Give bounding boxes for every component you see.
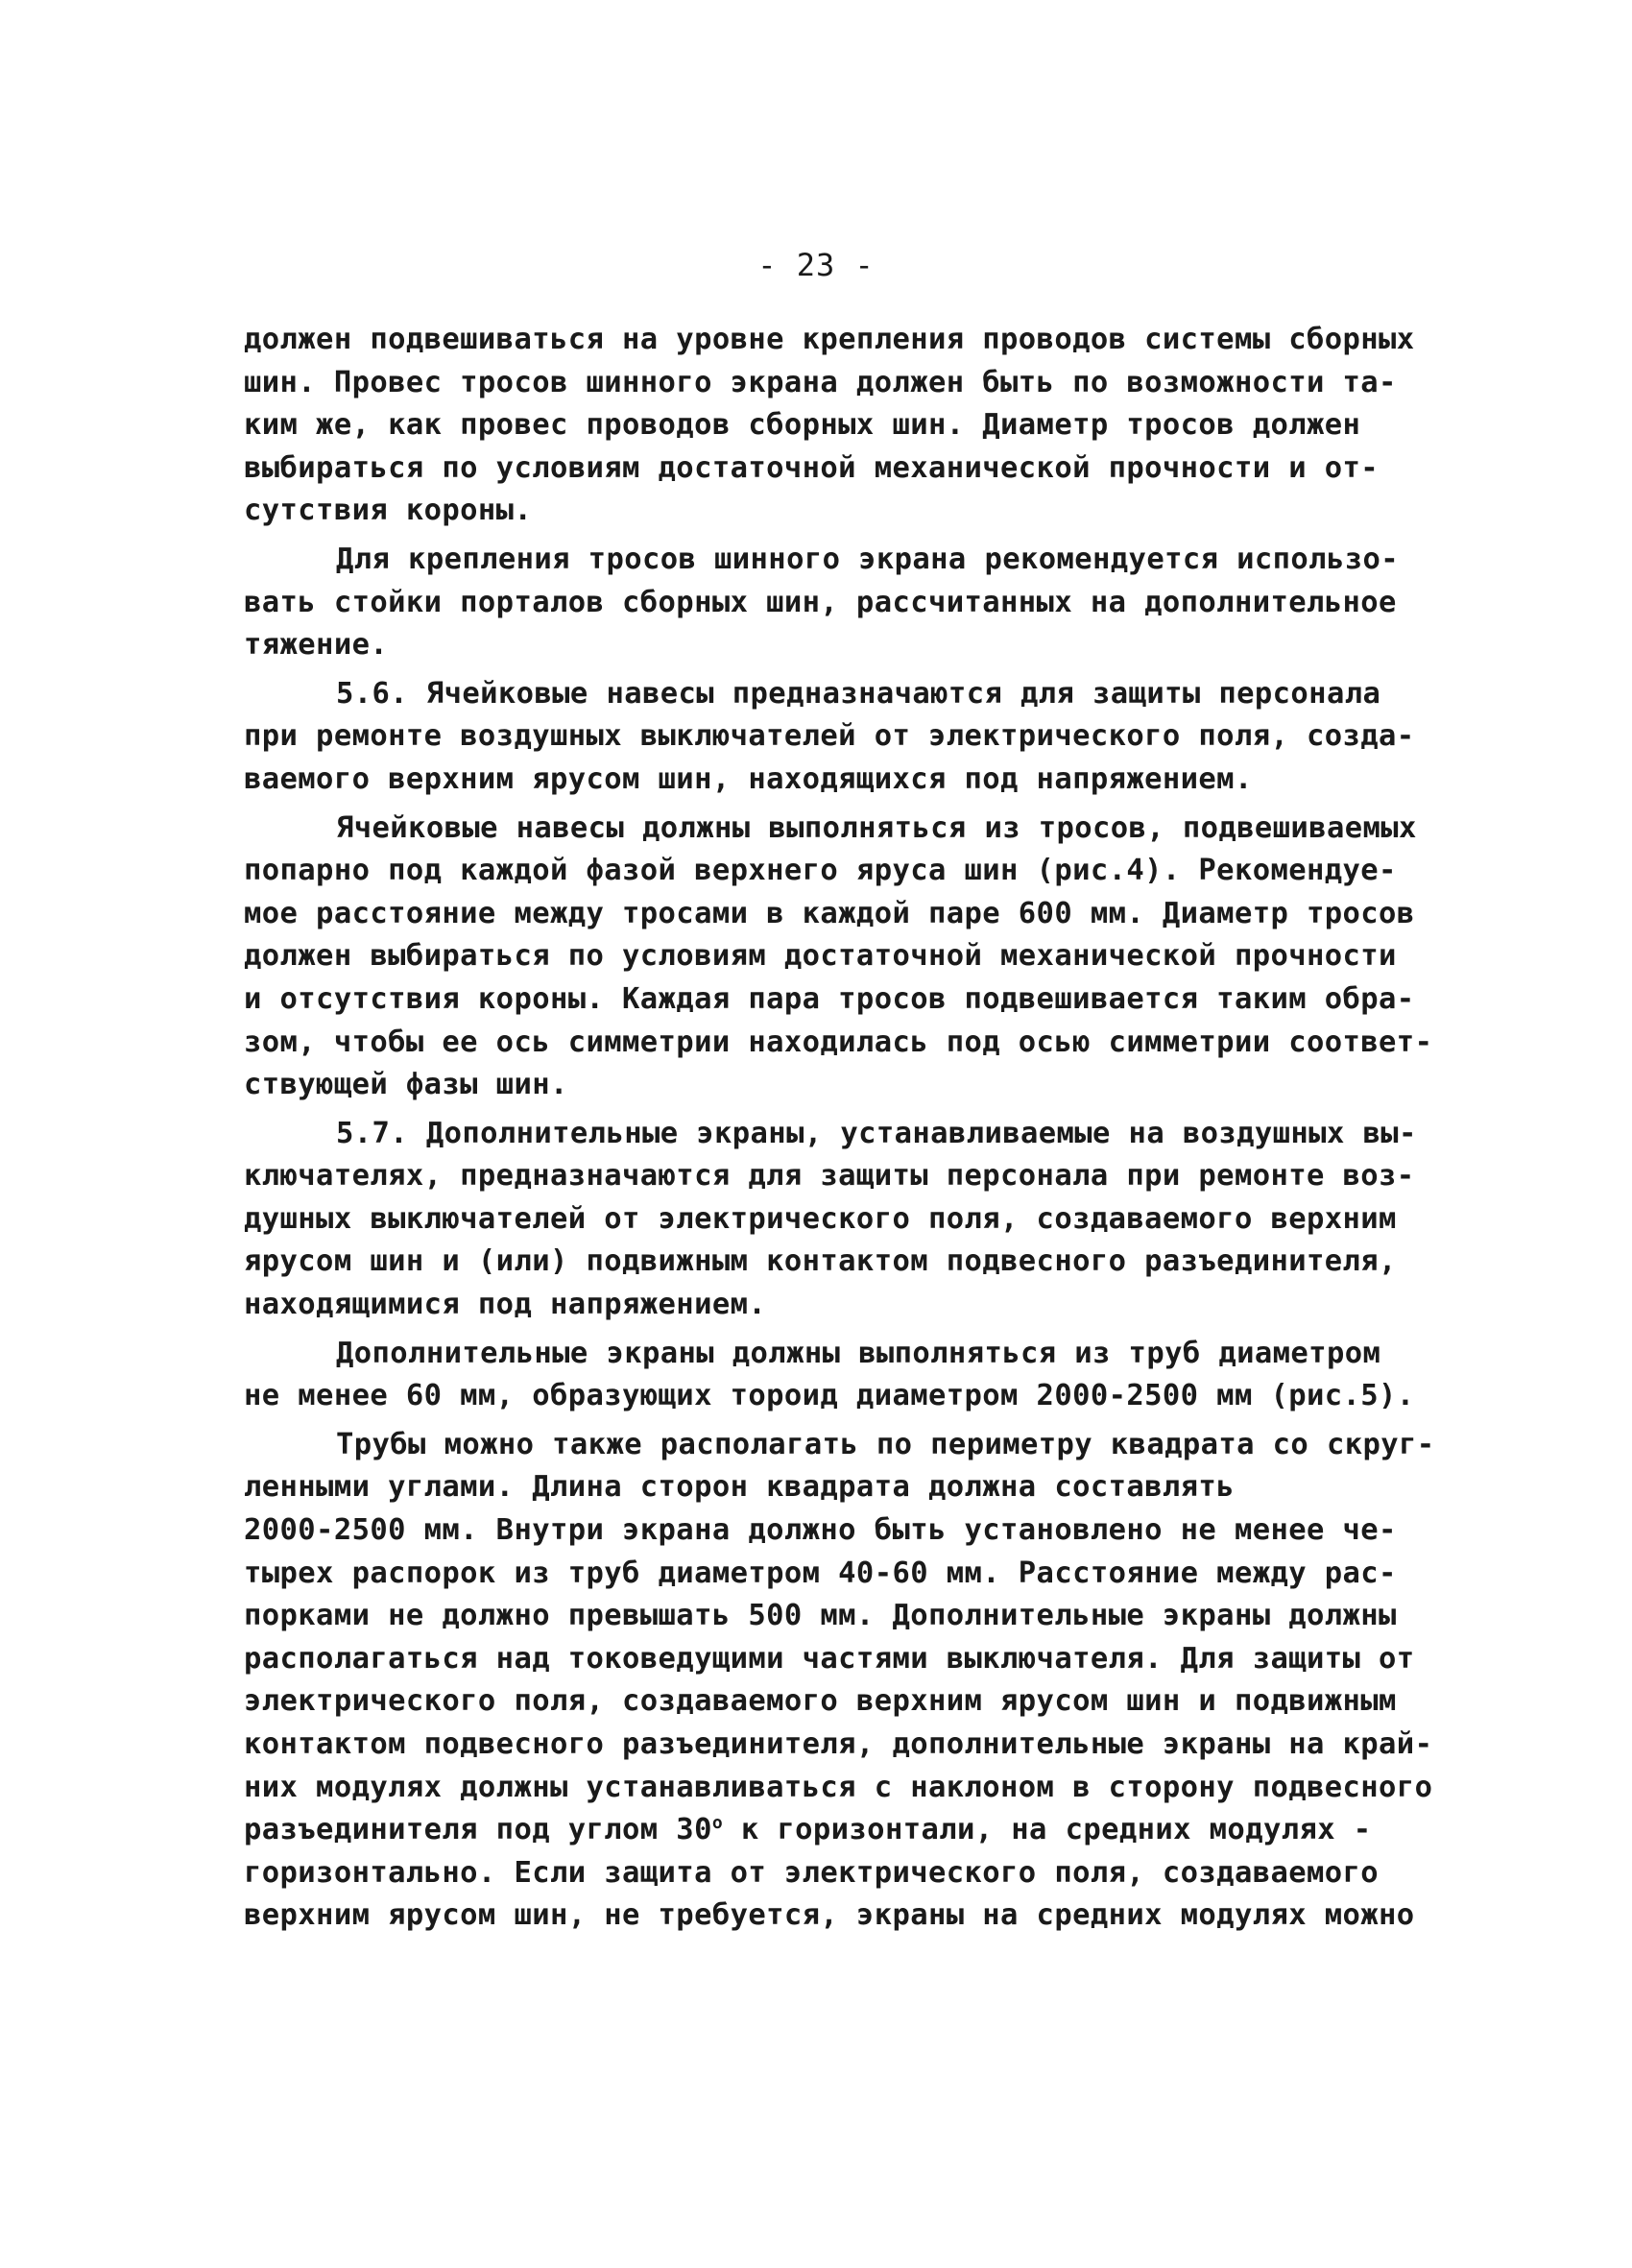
paragraph [244,808,1434,1107]
text-line: душных выключателей от электрического поля, создаваемого верхним [244,1201,1397,1236]
text-line: ключателях, предназначаются для защиты персонала при ремонте воз- [244,1159,1415,1194]
text-line: попарно под каждой фазой верхнего яруса шин (рис.4). Рекомендуе- [244,854,1397,888]
paragraph [244,539,1434,667]
text-line: 5.6. Ячейковые навесы предназначаются для защиты персонала [336,676,1381,711]
text-line: электрического поля, создаваемого верхним ярусом шин и подвижным [244,1684,1397,1719]
text-line: ленными углами. Длина сторон квадрата должна составлять [244,1470,1235,1505]
text-line: шин. Провес тросов шинного экрана должен быть по возможности та- [244,365,1397,399]
text-line: них модулях должны устанавливаться с наклоном в сторону подвесного [244,1770,1433,1804]
text-line: Ячейковые навесы должны выполняться из тросов, подвешиваемых [336,810,1417,845]
text-line: Для крепления тросов шинного экрана рекомендуется использо- [336,542,1399,576]
text-line: должен выбираться по условиям достаточной механической прочности [244,939,1397,974]
text-line: располагаться над токоведущими частями выключателя. Для защиты от [244,1641,1415,1676]
text-line: Дополнительные экраны должны выполняться из труб диаметром [336,1336,1381,1370]
text-line: не менее 60 мм, образующих тороид диаметром 2000-2500 мм (рис.5). [244,1379,1415,1413]
text-line: ким же, как провес проводов сборных шин. Диаметр тросов должен [244,408,1361,443]
superscript-degree: o [711,1813,724,1834]
text-line: зом, чтобы ее ось симметрии находилась под осью симметрии соответ- [244,1025,1433,1059]
paragraph [244,673,1434,802]
text-line: ваемого верхним ярусом шин, находящихся под напряжением. [244,761,1253,796]
text-line: выбираться по условиям достаточной механической прочности и от- [244,450,1380,485]
text-line: мое расстояние между тросами в каждой паре 600 мм. Диаметр тросов [244,896,1415,930]
text-line: находящимися под напряжением. [244,1288,767,1322]
text-line: тырех распорок из труб диаметром 40-60 мм. Расстояние между рас- [244,1556,1397,1590]
paragraph [244,319,1434,533]
text-line-with-superscript [244,1809,1434,1852]
text-line: Трубы можно также располагать по периметру квадрата со скруг- [336,1427,1435,1461]
text-line: верхним ярусом шин, не требуется, экраны на средних модулях можно [244,1898,1415,1933]
text-line: тяжение. [244,628,389,663]
text-segment: к горизонтали, на средних модулях - [723,1813,1372,1847]
text-line: при ремонте воздушных выключателей от электрического поля, созда- [244,719,1415,754]
paragraph [244,1424,1434,1938]
text-line: 2000-2500 мм. Внутри экрана должно быть установлено не менее че- [244,1513,1397,1548]
text-line: и отсутствия короны. Каждая пара тросов подвешивается таким обра- [244,981,1415,1016]
text-line: горизонтально. Если защита от электрического поля, создаваемого [244,1855,1380,1890]
text-line: ствующей фазы шин. [244,1068,568,1102]
paragraph [244,1113,1434,1327]
text-line: 5.7. Дополнительные экраны, устанавливаемые на воздушных вы- [336,1116,1417,1150]
text-segment: разъединителя под углом 30 [244,1813,712,1847]
text-line: вать стойки порталов сборных шин, рассчитанных на дополнительное [244,585,1397,619]
text-line: должен подвешиваться на уровне крепления проводов системы сборных [244,323,1415,356]
paragraph [244,1333,1434,1418]
text-line: контактом подвесного разъединителя, дополнительные экраны на край- [244,1727,1433,1761]
text-line: ярусом шин и (или) подвижным контактом подвесного разъединителя, [244,1244,1397,1279]
body-text [244,319,1434,1943]
text-line: порками не должно превышать 500 мм. Дополнительные экраны должны [244,1599,1397,1633]
text-line: сутствия короны. [244,494,533,528]
page-number: - 23 - [757,247,875,283]
